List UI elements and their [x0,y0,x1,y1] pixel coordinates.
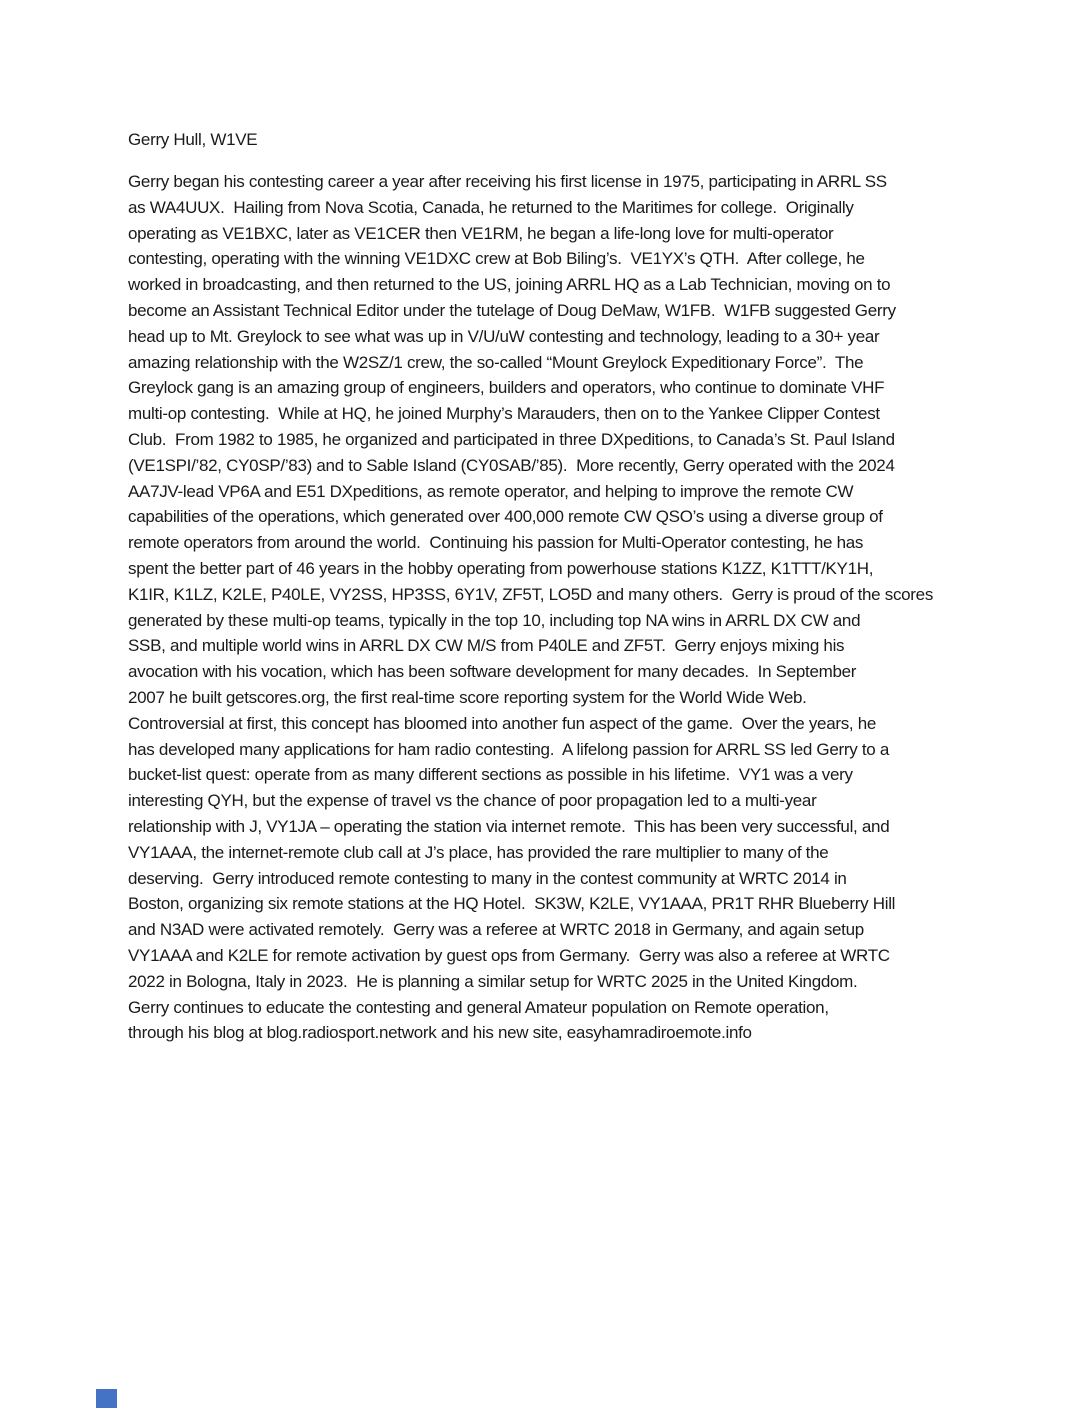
text-line: head up to Mt. Greylock to see what was up in V/U/uW contesting and technology, leading to a 30+ year [128,326,880,346]
text-line: interesting QYH, but the expense of travel vs the chance of poor propagation led to a multi-year [128,791,817,811]
text-line: avocation with his vocation, which has been software development for many decades. In September [128,662,857,682]
text-line: multi-op contesting. While at HQ, he joined Murphy’s Marauders, then on to the Yankee Clipper Contest [128,404,880,424]
text-line: Greylock gang is an amazing group of engineers, builders and operators, who continue to dominate VHF [128,378,885,398]
text-line: VY1AAA and K2LE for remote activation by guest ops from Germany. Gerry was also a referee at WRTC [128,945,890,965]
text-line: relationship with J, VY1JA – operating the station via internet remote. This has been very successful, and [128,816,890,836]
text-line: Gerry began his contesting career a year after receiving his first license in 1975, participating in ARRL SS [128,172,887,191]
text-line: capabilities of the operations, which generated over 400,000 remote CW QSO’s using a diverse group of [128,507,883,527]
text-line: through his blog at blog.radiosport.network and his new site, easyhamradiroemote.info [128,1023,752,1043]
text-line: 2007 he built getscores.org, the first real-time score reporting system for the World Wide Web. [128,687,807,707]
text-line: bucket-list quest: operate from as many different sections as possible in his lifetime. VY1 was a very [128,765,853,785]
text-line: AA7JV-lead VP6A and E51 DXpeditions, as remote operator, and helping to improve the remote CW [128,481,854,501]
text-line: and N3AD were activated remotely. Gerry was a referee at WRTC 2018 in Germany, and again setup [128,920,864,940]
text-line: Club. From 1982 to 1985, he organized and participated in three DXpeditions, to Canada’s St. Paul Island [128,429,895,449]
text-line: amazing relationship with the W2SZ/1 crew, the so-called “Mount Greylock Expeditionary Force”. The [128,352,864,372]
text-line: as WA4UUX. Hailing from Nova Scotia, Canada, he returned to the Maritimes for college. Originally [128,197,854,217]
text-line: SSB, and multiple world wins in ARRL DX CW M/S from P40LE and ZF5T. Gerry enjoys mixing his [128,636,845,656]
document-body [128,169,1028,1046]
text-line: (VE1SPI/’82, CY0SP/’83) and to Sable Island (CY0SAB/’85). More recently, Gerry operated with the 2024 [128,455,895,475]
blue-marker [96,1389,117,1408]
text-line: contesting, operating with the winning VE1DXC crew at Bob Biling’s. VE1YX’s QTH. After college, he [128,249,865,269]
text-line: deserving. Gerry introduced remote contesting to many in the contest community at WRTC 2014 in [128,868,847,888]
text-line: 2022 in Bologna, Italy in 2023. He is planning a similar setup for WRTC 2025 in the United Kingdom. [128,971,858,991]
text-line: operating as VE1BXC, later as VE1CER then VE1RM, he began a life-long love for multi-operator [128,223,834,243]
document-title: Gerry Hull, W1VE [128,130,258,149]
text-line: become an Assistant Technical Editor under the tutelage of Doug DeMaw, W1FB. W1FB suggested Gerry [128,300,896,320]
text-line: generated by these multi-op teams, typically in the top 10, including top NA wins in ARRL DX CW and [128,610,861,630]
text-line: spent the better part of 46 years in the hobby operating from powerhouse stations K1ZZ, K1TTT/KY1H, [128,558,874,578]
text-line: has developed many applications for ham radio contesting. A lifelong passion for ARRL SS led Gerry to a [128,739,890,759]
text-line: VY1AAA, the internet-remote club call at J’s place, has provided the rare multiplier to many of the [128,842,829,862]
text-line: worked in broadcasting, and then returned to the US, joining ARRL HQ as a Lab Technician, moving on to [128,275,891,295]
text-line: Controversial at first, this concept has bloomed into another fun aspect of the game. Over the years, he [128,713,877,733]
text-line: remote operators from around the world. Continuing his passion for Multi-Operator contesting, he has [128,533,864,553]
text-line: K1IR, K1LZ, K2LE, P40LE, VY2SS, HP3SS, 6Y1V, ZF5T, LO5D and many others. Gerry is proud of the scores [128,584,934,604]
text-line: Gerry continues to educate the contesting and general Amateur population on Remote operation, [128,997,829,1017]
text-line: Boston, organizing six remote stations at the HQ Hotel. SK3W, K2LE, VY1AAA, PR1T RHR Blueberry Hill [128,894,896,914]
